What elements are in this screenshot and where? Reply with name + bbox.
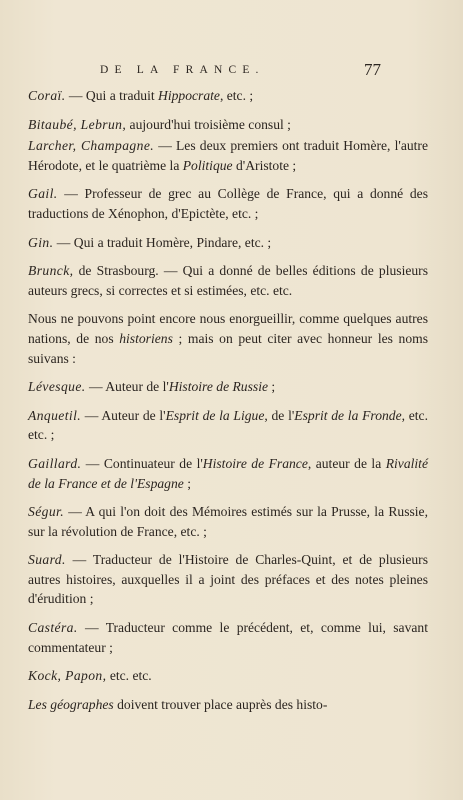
entry-text: d'Aristote ; [232,157,297,173]
paragraph-text: doivent trouver place auprès des histo- [113,696,328,712]
entry-levesque [28,377,428,397]
author-name: Coraï. [28,88,66,103]
entry-brunck [28,261,428,300]
entry-anquetil [28,406,428,445]
entry-text: , auteur de la [307,455,386,471]
emphasis: Les géographes [28,696,114,712]
closing-line [28,695,428,715]
author-name: Gail. [28,186,58,202]
entry-larcher [28,136,428,175]
work-title: Histoire de Russie [168,379,268,395]
entry-corai [28,86,428,106]
entry-text: — Qui a traduit [65,88,159,103]
entry-text: — Traducteur comme le précédent, et, comme lui, savant commentateur ; [28,620,428,655]
author-name: Lévesque. [28,379,86,395]
work-title: Hippocrate [158,88,220,103]
entry-text: — Traducteur de l'Histoire de Charles-Quint, et de plusieurs autres histoires, auxquelles il a joint des préfaces et des notes pleines d'érudition ; [28,552,428,607]
work-title: Esprit de la Fronde [294,407,402,423]
author-name: Castéra. [28,620,78,636]
author-name: Gin. [28,234,54,250]
entry-kock [28,666,428,686]
author-name: Kock, Papon, [28,668,107,684]
entry-text: — Les deux premiers ont traduit Homère, l'autre Hérodote, et le quatrième la [28,138,428,173]
entry-text: , de l' [264,407,295,423]
entry-segur [28,502,428,541]
historians-paragraph [28,309,428,368]
entry-gin [28,233,428,253]
entry-suard [28,550,428,609]
entry-text: — Continuateur de l' [81,455,203,471]
author-name: Larcher, Champagne. [28,138,155,154]
work-title: Rivalité de la France et de l'Espagne [28,455,428,491]
entry-text: — Auteur de l' [81,407,166,423]
entry-text: — Auteur de l' [85,379,169,395]
paragraph-text: ; mais on peut citer avec honneur les noms suivans : [28,330,428,366]
entry-text: aujourd'hui troisième consul ; [126,116,291,132]
author-name: Suard. [28,552,66,568]
entry-text: de Strasbourg. — Qui a donné de belles éditions de plusieurs auteurs grecs, si correctes et si estimées, etc. etc. [28,263,428,298]
paragraph-text: Nous ne pouvons point encore nous enorgueillir, comme quelques autres nations, de nos [28,311,428,346]
author-name: Bitaubé, Lebrun, [28,116,127,132]
entry-gaillard [28,454,428,493]
entry-text: , etc. etc. ; [28,407,428,443]
author-name: Gaillard. [28,455,82,471]
work-title: Histoire de France [202,455,308,471]
entry-text: etc. etc. [106,668,152,684]
emphasis: historiens [119,330,173,346]
work-title: Esprit de la Ligue [165,407,265,423]
running-head: DE LA FRANCE. [100,64,265,76]
author-name: Anquetil. [28,407,82,423]
entry-text: ; [183,475,191,491]
entry-text: — Professeur de grec au Collège de France, qui a donné des traductions de Xénophon, d'Epictète, etc. ; [28,186,428,221]
author-name: Ségur. [28,504,65,520]
entry-text: — Qui a traduit Homère, Pindare, etc. ; [53,234,272,250]
entry-text: , etc. ; [219,88,254,103]
entry-bitaube [28,115,428,135]
body-text [28,86,428,723]
entry-gail [28,184,428,223]
entry-text: ; [268,379,276,395]
entry-castera [28,618,428,657]
work-title: Politique [182,157,233,173]
author-name: Brunck, [28,263,74,279]
page-number: 77 [364,60,381,79]
entry-text: — A qui l'on doit des Mémoires estimés sur la Prusse, la Russie, sur la révolution de France, etc. ; [28,504,428,539]
page-header [0,58,463,82]
